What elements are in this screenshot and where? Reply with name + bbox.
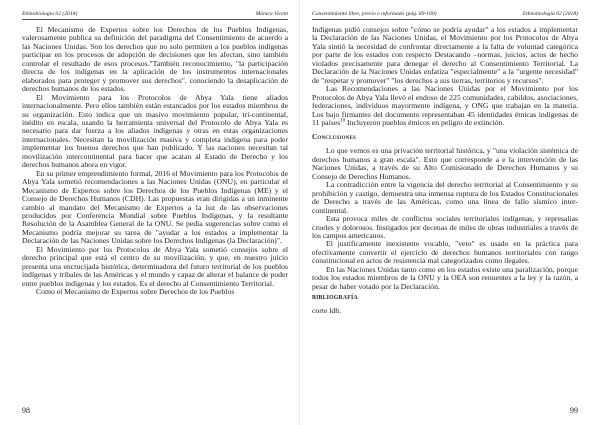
- left-paragraph-3: En su primer emprendimiento formal, 2016 el Movimiento para los Protocolos de Abya Yala sometió recomendaciones a las Naciones Unidas (ONU), en particular el Mecanismo de Expertos sobre los Derechos de los Pueblos Indígenas (ME) y el Consejo de Derechos Humanos (CDH). Las propuestas eran dirigidas a un inminente cambio al mandato del Mecanismo de Expertos a la luz de las observaciones producidos por Conferencia Mundial sobre Pueblos Indígenas, y la resultante Resolución de la Asamblea General de la ONU. Se pedía sugerencias sobre como el Mecanismo podría mejorar su tarea de "ayudar a los estados a implementar la Declaración de las Naciones Unidas sobre los Derechos Indígenas (la Declaración)".: [22, 168, 288, 246]
- left-body-text: [22, 26, 288, 297]
- right-running-header: [312, 11, 578, 20]
- right-paragraph-2: [312, 85, 578, 127]
- conclusion-paragraph-5: En las Naciones Unidas tanto como en los estados existe una paralización, porque todos los estados miembros de la ONU y la OEA son renuentes a la ley y la razón, a pesar de haber votado por la Declaración.: [312, 264, 578, 291]
- left-page-number: 98: [22, 406, 30, 415]
- bibliography-entry: corte ldh.: [312, 306, 342, 316]
- right-body-text: [312, 26, 578, 316]
- right-paragraph-2-text: Las Recomendaciones a las Naciones Unidas por el Movimiento por los Protocolos de Abya Yala llevó el endoso de 225 comunidades, cabildos, asociaciones, federaciones, individuos mayormente indígena, y ONG que trabajan en la materia. Los bajo firmantes del documento representaban 45 identidades étnicas indígenas de 11 países: [312, 84, 578, 127]
- left-paragraph-1: El Mecanismo de Expertos sobre los Derechos de los Pueblos Indígenas, valerosamente publica su definición del paradigma del Consentimiento de acuerdo a las Naciones Unidas. Son los derechos que no solo permiten a los pueblos indígenas participar en los procesos de adopción de decisiones que les afectan, sino también controlar el resultado de esos procesos."También reconocimiento, "la participación directa de los indígenas en la aplicación de los instrumentos internacionales elaborados para proteger y promover sus derechos". conociendo la desaplicación de derechos humanos de los estados.: [22, 25, 288, 94]
- conclusions-heading: Conclusiones: [312, 133, 356, 142]
- left-header-journal: Ethnobiología 02 (2018): [22, 11, 78, 17]
- left-paragraph-5: Como el Mecanismo de Expertos sobre Derechos de los Pueblos: [36, 287, 235, 297]
- right-header-journal: Ethnobiología 02 (2018): [522, 11, 578, 17]
- footnote-marker: 10: [340, 118, 346, 124]
- left-paragraph-4: El Movimiento por los Protocolos de Abya Yala sometió consejos sobre el derecho principal que está el centro de su movilización, y que, en nuestro juicio presenta una encrucijada histórica, determinadora del futuro territorial de los pueblos indígenas y tribales de las Américas y el mundo y capaz de alterar el balance de poder entre pueblos indígenas y los estados. Es el derecho al Consentimiento Territorial.: [22, 244, 288, 288]
- left-paragraph-2: El Movimiento para los Protocolos de Abya Yala tiene aliados internacionalmente. Pero ellos también están estancados por los estados miembros de su organización. Esto indica que un masivo movimiento popular, tri-continental, inédito en escala, usando la herramienta universal del Protocolo de Abya Yala es necesario para dar fuerza a los aliados indígenas y otras en estas organizaciones internacionales. Necesitan la movilización masiva y completa indígena para poder implementar los buenos derechos que han publicado. Y las naciones necesitan tal movilización intercontinental para hacer que acatan al Estado de Derecho y los derechos humanos ahora en vigor.: [22, 92, 288, 170]
- right-paragraph-2-tail: Incluyeron pueblos étnicos en peligro de extinción.: [347, 117, 505, 127]
- conclusion-paragraph-2: La contradicción entre la vigencia del derecho territorial al Consentimiento y su prohibición y castigo, demuestra una inmensa ruptura de los Estados Constitucionales de Derecho a través de las Américas, como una línea de fallo sísmico inter-continental.: [312, 180, 578, 215]
- right-page: [300, 0, 600, 425]
- right-page-number: 99: [570, 406, 578, 415]
- conclusion-paragraph-1: Lo que vemos es una privación territorial histórica, y "una violación sistémica de derechos humanos a gran escala". Esto que corresponde a e la intervención de las Naciones Unidas, a través de su Alto Comisionado de Derechos Humanos y su Consejo de Derechos Humanos.: [312, 146, 578, 181]
- bibliography-heading: BIBLIOGRAFÍA: [312, 295, 358, 302]
- conclusion-paragraph-3: Esta provoca miles de conflictos sociales territoriales indígenas, y represalias crueles y dolorosos. Instigados por decenas de miles de obras industriales a través de los campos americanos.: [312, 214, 578, 240]
- left-running-header: [22, 11, 288, 20]
- right-header-article: Consentimiento libre, previo e informado (pág. 89-100): [312, 11, 437, 17]
- conclusion-paragraph-4: El justificamente inexistente vocablo, "veto" es usado en la práctica para efectivamente convertir el ejercicio de derechos humanos territoriales con rango constitucional en actos de resistencia mal categorizados como ilegales.: [312, 239, 578, 266]
- right-paragraph-1: Indígenas pidió consejos sobre "cómo se podría ayudar" a los estados a implementar la Declaración de las Naciones Unidas, el Movimiento por los Protocolos de Abya Yala sintió la necesidad de confrontar directamente a la falta de voluntad categórica por parte de los estados con respecto Destacando –normas, juicios, actos de hecho violados precisamente para denegar el derecho al Consentimiento Territorial. La Declaración de la Naciones Unidas enfatiza "especialmente" a la "urgente necesidad" de "respetar y promover" "los derechos a sus tierras, territorios y recursos".: [312, 25, 578, 85]
- left-header-author: Mónica Vicent: [255, 11, 288, 17]
